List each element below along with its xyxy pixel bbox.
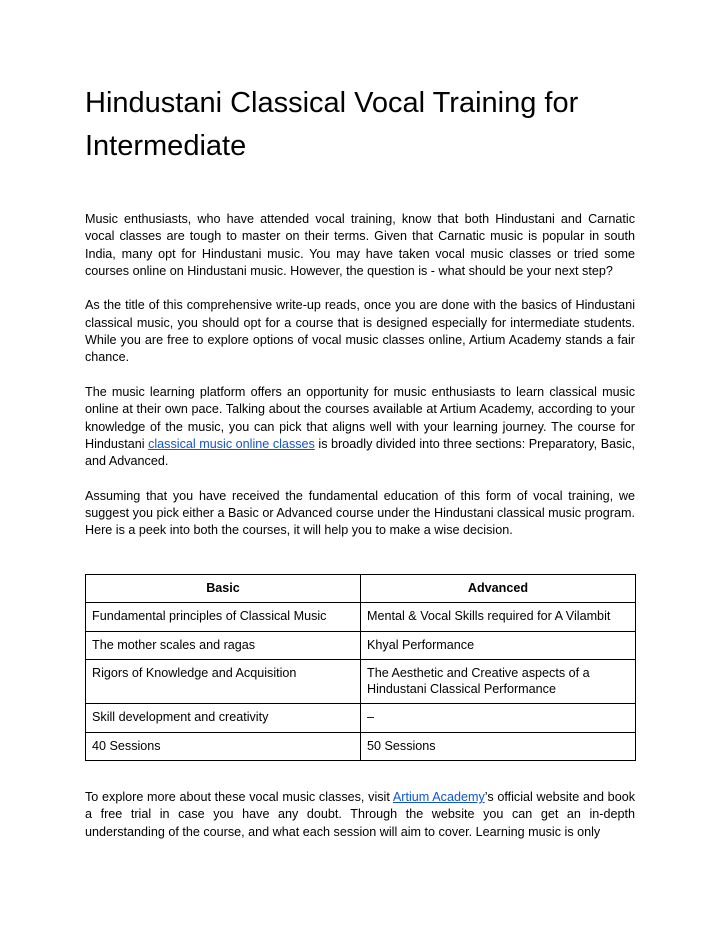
table-row [86,660,636,704]
table-row [86,631,636,660]
artium-academy-link[interactable]: Artium Academy [392,790,485,805]
paragraph-intro: Music enthusiasts, who have attended vocal training, know that both Hindustani and Carnatic vocal classes are tough to master on their terms. Given that Carnatic music is popular in south India, many opt for Hindustani music. You may have taken vocal music classes or tried some courses online on Hindustani music. However, the question is - what should be your next step? [85,212,635,278]
paragraph-platform [85,384,635,470]
table-cell: 50 Sessions [361,732,636,761]
table-cell: – [361,704,636,733]
table-row [86,732,636,761]
table-row [86,603,636,632]
paragraph-explore-text-1: To explore more about these vocal music classes, visit [85,790,393,805]
table-cell: The mother scales and ragas [86,631,361,660]
table-cell: The Aesthetic and Creative aspects of a Hindustani Classical Performance [361,660,636,704]
paragraph-explore [85,789,635,841]
table-cell: Rigors of Knowledge and Acquisition [86,660,361,704]
course-comparison-table [85,574,636,762]
table-header-advanced: Advanced [361,574,636,603]
table-cell: Khyal Performance [361,631,636,660]
paragraph-platform-text-2: is broadly divided into three sections: Preparatory, Basic, and Advanced. [85,436,635,469]
paragraph-explore-text-2: ’s official website and book a free trial in case you have any doubt. Through the website you can get an in-depth understanding of the course, and what each session will aim to cover. Learning music is only [85,790,635,839]
paragraph-basics: As the title of this comprehensive write-up reads, once you are done with the basics of Hindustani classical music, you should opt for a course that is designed especially for intermediate students. While you are free to explore options of vocal music classes online, Artium Academy stands a fair chance. [85,298,635,365]
table-header-row [86,574,636,603]
table-cell: 40 Sessions [86,732,361,761]
classical-music-online-classes-link[interactable]: classical music online classes [148,436,315,451]
table-header-basic: Basic [86,574,361,603]
table-cell: Mental & Vocal Skills required for A Vilambit [361,603,636,632]
table-cell: Fundamental principles of Classical Music [86,603,361,632]
table-row [86,704,636,733]
paragraph-platform-text-1: The music learning platform offers an opportunity for music enthusiasts to learn classical music online at their own pace. Talking about the courses available at Artium Academy, according to your knowledge of the music, you can pick that aligns well with your learning journey. The course for Hindustani [85,384,635,451]
table-cell: Skill development and creativity [86,704,361,733]
paragraph-suggestion: Assuming that you have received the fundamental education of this form of vocal training, we suggest you pick either a Basic or Advanced course under the Hindustani classical music program. Here is a peek into both the courses, it will help you to make a wise decision. [85,488,635,538]
document-title: Hindustani Classical Vocal Training for Intermediate [85,87,579,162]
